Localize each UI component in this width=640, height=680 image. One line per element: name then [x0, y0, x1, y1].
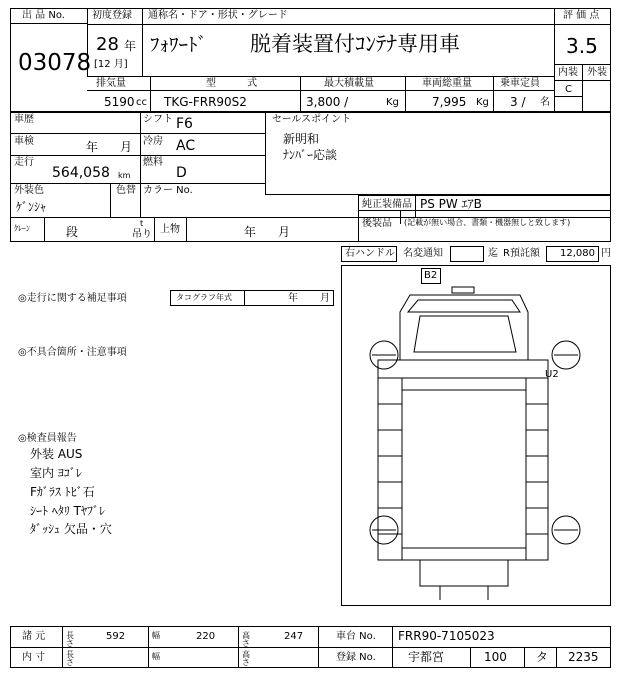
history-label: 車歴 [14, 114, 34, 125]
rating-label: 評 価 点 [563, 10, 600, 21]
body-description: 脱着装置付ｺﾝﾃﾅ専用車 [250, 32, 460, 56]
displacement-label: 排気量 [96, 78, 126, 89]
model-code-label: 型 式 [206, 78, 272, 89]
dims-label: 諸 元 [22, 631, 46, 642]
aftermarket-label: 後装品 [362, 218, 392, 229]
sales-point-line-2: ﾅﾝﾊﾞｰ応談 [283, 148, 338, 162]
reg-number: 2235 [568, 650, 599, 664]
interior-grade: C [565, 84, 572, 95]
exterior-color-value: ｹﾞﾝｼｬ [16, 200, 47, 214]
divider [148, 626, 149, 668]
crane-ton-unit: t [140, 219, 144, 228]
defects-label: ◎不具合箇所・注意事項 [18, 347, 127, 358]
reg-label: 登録 No. [336, 652, 376, 663]
divider [10, 647, 611, 648]
divider [392, 626, 393, 668]
lot-no-label: 出 品 No. [22, 10, 65, 21]
recycle-value: 12,080 [560, 248, 595, 259]
upper-month-unit: 月 [278, 225, 291, 239]
displacement-unit: cc [136, 97, 147, 108]
sales-point-line-1: 新明和 [283, 132, 320, 146]
steering-label: 右ハンドル [345, 248, 395, 259]
chassis-label: 車台 No. [336, 631, 376, 642]
model-code: TKG-FRR90S2 [164, 95, 247, 109]
gross-weight-label: 車両総重量 [422, 78, 472, 89]
year-unit: 年 [124, 39, 137, 53]
inspector-line-4: ｼｰﾄ ﾍﾀﾘ Tﾔﾌﾞﾚ [30, 504, 105, 518]
tacho-month-unit: 月 [320, 293, 330, 304]
tacho-year-unit: 年 [288, 293, 298, 304]
marker-u2: U2 [545, 369, 559, 380]
gross-weight-value: 7,995 [432, 95, 467, 109]
first-reg-month: [12 月] [94, 59, 128, 70]
chassis-value: FRR90-7105023 [398, 629, 495, 643]
inner-height-label: 高さ [242, 650, 250, 667]
rating-value: 3.5 [566, 34, 598, 58]
upper-label: 上物 [160, 224, 180, 235]
height-value: 247 [284, 631, 304, 642]
gross-weight-unit: Kg [476, 97, 489, 108]
recycle-yen: 円 [601, 248, 611, 259]
capacity-label: 乗車定員 [500, 78, 540, 89]
first-reg-label: 初度登録 [92, 10, 132, 21]
fuel-value: D [176, 165, 187, 181]
inspector-line-5: ﾀﾞｯｼｭ 欠品・穴 [30, 522, 112, 536]
divider [238, 626, 239, 668]
inner-length-label: 長さ [66, 650, 74, 667]
name-change-label: 名変通知 [403, 248, 443, 259]
inner-width-label: 幅 [152, 652, 160, 661]
recycle-until: 迄 [488, 248, 498, 259]
reg-area: 宇都宮 [408, 650, 445, 664]
mileage-value: 564,058 [52, 165, 110, 181]
reg-class: 100 [484, 650, 507, 664]
model-name: ﾌｫﾜｰﾄﾞ [150, 34, 208, 56]
capacity-value: 3 / [510, 95, 526, 109]
inspector-line-2: 室内 ﾖｺﾞﾚ [30, 466, 82, 480]
inner-dims-label: 内 寸 [22, 652, 46, 663]
width-value: 220 [196, 631, 216, 642]
inspector-line-1: 外装 AUS [30, 447, 83, 461]
fuel-label: 燃料 [143, 157, 163, 168]
shift-value: F6 [176, 116, 193, 132]
width-label: 幅 [152, 631, 160, 640]
divider [318, 626, 319, 668]
crane-stage-unit: 段 [66, 225, 79, 239]
exterior-label: 外装 [587, 67, 607, 78]
driving-remarks-label: ◎走行に関する補足事項 [18, 293, 127, 304]
color-code-label: 色替 [116, 185, 136, 196]
oem-equipment-label: 純正装備品 [362, 199, 412, 210]
lot-number: 03078 [18, 50, 92, 76]
length-value: 592 [106, 631, 126, 642]
mileage-label: 走行 [14, 157, 34, 168]
interior-label: 内装 [558, 67, 578, 78]
inspection-month-unit: 月 [120, 140, 133, 154]
height-label: 高さ [242, 631, 250, 648]
aftermarket-note: (記載が無い場合、書類・機器無しと致します) [404, 218, 571, 227]
tacho-label: タコグラフ年式 [176, 293, 232, 302]
shift-label: シフト [143, 114, 173, 125]
divider [524, 647, 525, 668]
max-load-unit: Kg [386, 97, 399, 108]
upper-year-unit: 年 [244, 225, 257, 239]
crane-suspend-unit: 吊り [132, 229, 152, 240]
length-label: 長さ [66, 631, 74, 648]
max-load-label: 最大積載量 [324, 78, 374, 89]
model-label: 通称名・ドア・形状・グレード [148, 10, 288, 21]
ac-value: AC [176, 138, 196, 154]
marker-b2: B2 [424, 270, 438, 281]
max-load-value: 3,800 / [306, 95, 349, 109]
reg-kana: タ [536, 650, 549, 664]
inspector-line-3: Fｶﾞﾗｽ ﾄﾋﾞ石 [30, 485, 95, 499]
divider [470, 647, 471, 668]
first-reg-year: 28 [96, 34, 119, 55]
divider [556, 647, 557, 668]
oem-equipment-value: PS PW ｴｱB [420, 197, 482, 211]
inspection-label: 車検 [14, 136, 34, 147]
color-no-label: カラー No. [143, 185, 193, 196]
mileage-unit: km [118, 171, 131, 180]
inspection-year-unit: 年 [86, 140, 99, 154]
crane-label: ｸﾚｰﾝ [14, 224, 30, 233]
divider [62, 626, 63, 668]
sales-point-label: セールスポイント [272, 114, 352, 125]
inspector-label: ◎検査員報告 [18, 433, 77, 444]
capacity-unit: 名 [540, 97, 550, 108]
displacement-value: 5190 [104, 95, 135, 109]
ac-label: 冷房 [143, 136, 163, 147]
exterior-color-label: 外装色 [14, 185, 44, 196]
recycle-label: R預託額 [503, 248, 540, 259]
